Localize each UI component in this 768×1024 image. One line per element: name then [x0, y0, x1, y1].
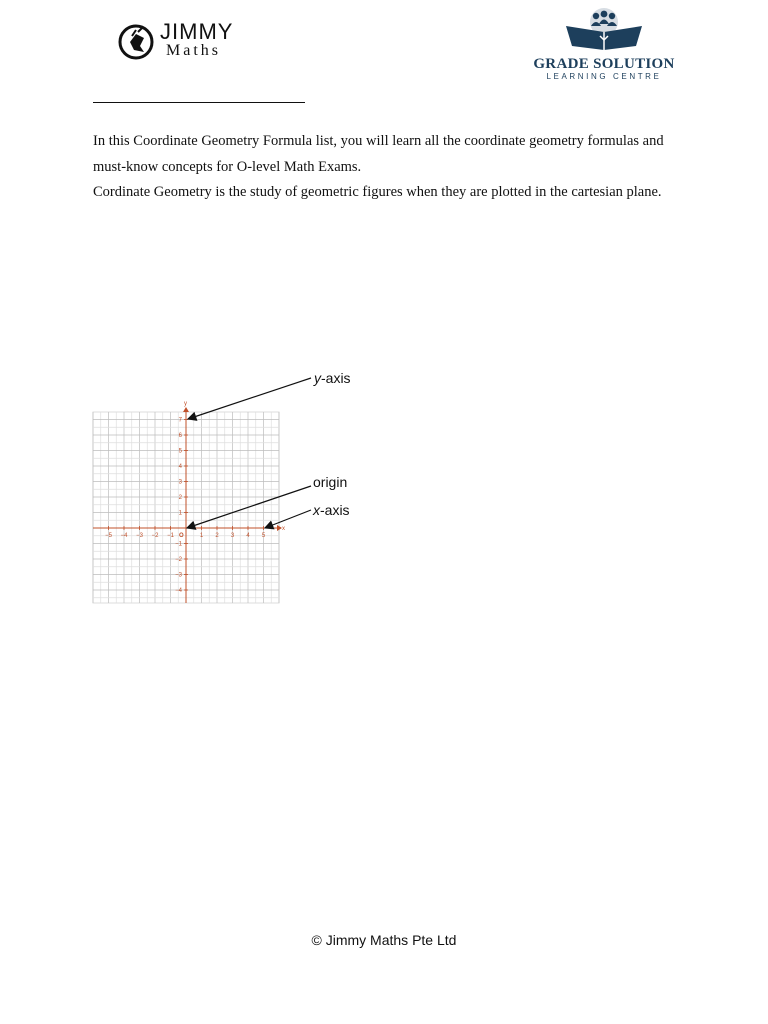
x-axis-label-suffix: -axis: [320, 502, 350, 518]
x-tick-label: −1: [167, 533, 174, 539]
y-axis-arrowhead: [183, 407, 189, 412]
x-axis-label-var: x: [313, 502, 320, 518]
cartesian-plane-diagram: [0, 360, 400, 620]
y-tick-label: 3: [178, 479, 182, 486]
x-tick-label: −5: [105, 533, 112, 539]
logo-brand-subtitle: Maths: [166, 42, 221, 59]
x-tick-label: 5: [261, 533, 266, 539]
intro-paragraph-1: In this Coordinate Geometry Formula list, you will learn all the coordinate geometry formulas and must-know concepts for O-level Math Exams.: [93, 133, 664, 175]
x-tick-label: 1: [199, 533, 204, 539]
x-tick-label: −3: [136, 533, 143, 539]
intro-text: [93, 129, 683, 206]
x-tick-label: −4: [120, 533, 128, 539]
y-axis-letter: y: [184, 401, 187, 407]
x-axis-letter: x: [282, 526, 285, 532]
y-tick-label: −1: [175, 541, 182, 548]
title-underline: [93, 102, 305, 103]
y-tick-label: 7: [178, 417, 182, 424]
grade-solution-subtitle: LEARNING CENTRE: [546, 72, 662, 81]
y-tick-label: 2: [178, 495, 182, 501]
y-axis-label-suffix: -axis: [321, 370, 351, 386]
intro-paragraph-2: Cordinate Geometry is the study of geometric figures when they are plotted in the cartesian plane.: [93, 184, 662, 200]
grade-solution-logo: [532, 6, 676, 82]
grade-solution-title: GRADE SOLUTION: [533, 56, 675, 72]
x-tick-label: 3: [230, 533, 235, 539]
jimmy-maths-logo: [118, 20, 258, 64]
x-tick-label: 2: [215, 533, 219, 539]
y-tick-label: 4: [178, 464, 182, 470]
y-axis-label: [314, 370, 351, 386]
logo-brand-title: JIMMY: [160, 19, 234, 44]
y-tick-label: 1: [178, 510, 182, 517]
jimmy-maths-emblem-icon: [118, 22, 154, 62]
y-tick-label: −2: [175, 557, 182, 563]
origin-mark: O: [179, 533, 184, 539]
y-tick-label: 6: [178, 433, 182, 439]
open-book-people-icon: [532, 6, 676, 56]
y-tick-label: −3: [175, 572, 182, 579]
y-axis-label-var: y: [314, 370, 321, 386]
cartesian-plane-figure: [0, 360, 400, 620]
x-tick-label: −2: [151, 533, 159, 539]
y-tick-label: 5: [178, 448, 182, 455]
footer-copyright: © Jimmy Maths Pte Ltd: [311, 932, 457, 948]
x-axis-label: [313, 502, 350, 518]
y-tick-label: −4: [175, 588, 182, 594]
x-tick-label: 4: [246, 533, 250, 539]
origin-label: origin: [313, 474, 348, 490]
